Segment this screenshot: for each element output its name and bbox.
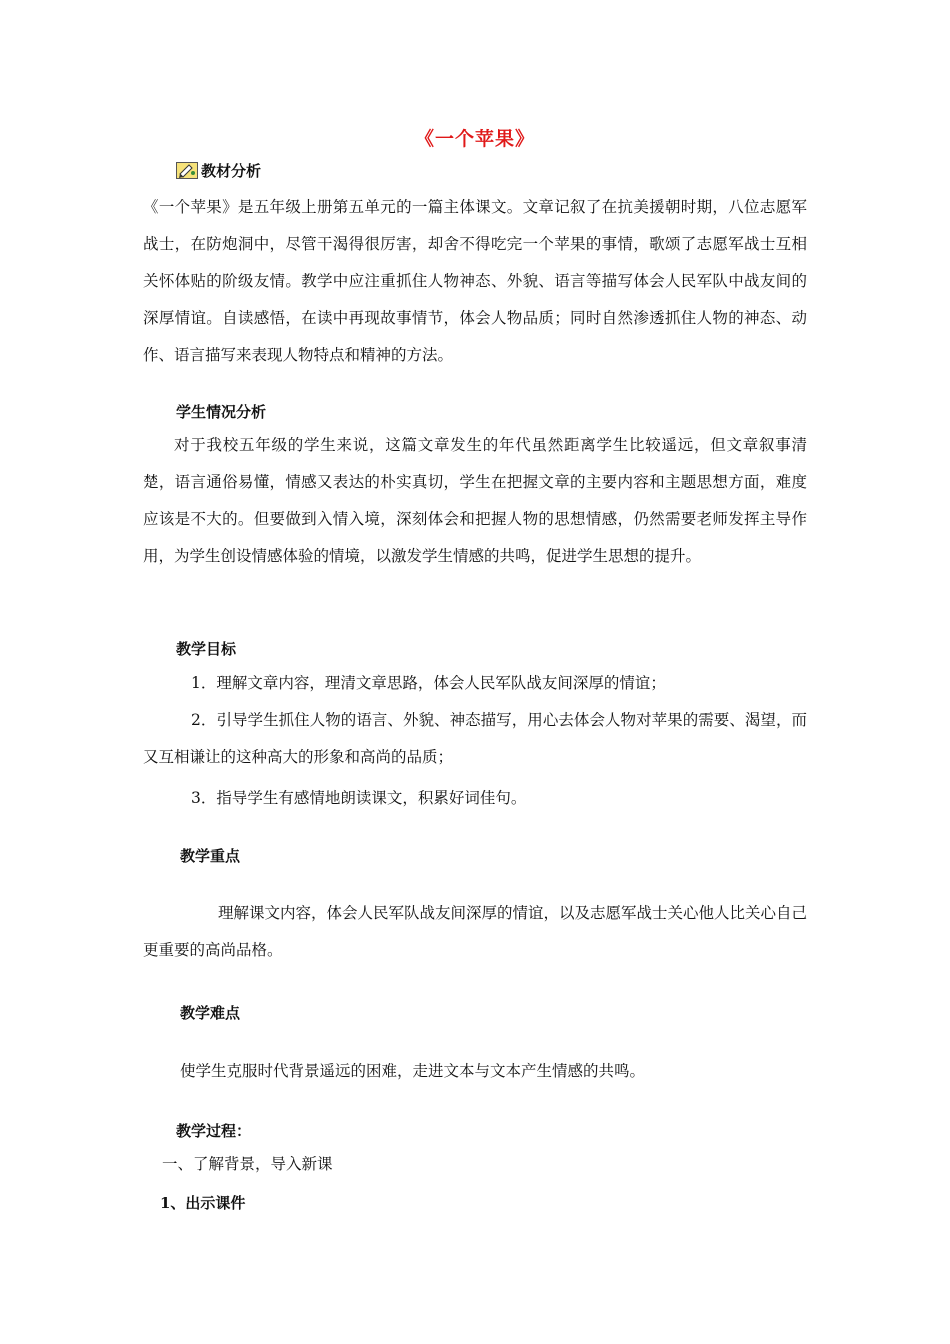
material-paragraph: 《一个苹果》是五年级上册第五单元的一篇主体课文。文章记叙了在抗美援朝时期，八位志愿军战士，在防炮洞中，尽管干渴得很厉害，却舍不得吃完一个苹果的事情，歌颂了志愿军战士互相关怀体贴的阶级友情。教学中应注重抓住人物神态、外貌、语言等描写体会人民军队中战友间的深厚情谊。自读感悟，在读中再现故事情节，体会人物品质；同时自然渗透抓住人物的神态、动作、语言描写来表现人物特点和精神的方法。 bbox=[143, 198, 807, 364]
focus-heading: 教学重点 bbox=[180, 847, 241, 865]
material-heading: 教材分析 bbox=[201, 162, 262, 180]
difficulty-heading: 教学难点 bbox=[180, 1004, 241, 1022]
process-step-1-1: 1、出示课件 bbox=[160, 1194, 246, 1212]
students-paragraph: 对于我校五年级的学生来说，这篇文章发生的年代虽然距离学生比较遥远，但文章叙事清楚，语言通俗易懂，情感又表达的朴实真切，学生在把握文章的主要内容和主题思想方面，难度应该是不大的。但要做到入情入境，深刻体会和把握人物的思想情感，仍然需要老师发挥主导作用，为学生创设情感体验的情境，以激发学生情感的共鸣，促进学生思想的提升。 bbox=[143, 436, 807, 565]
goals-heading: 教学目标 bbox=[176, 640, 237, 658]
note-pencil-icon bbox=[176, 162, 198, 179]
students-heading: 学生情况分析 bbox=[176, 403, 267, 421]
section-heading-material bbox=[176, 160, 840, 181]
goal-item-2: 2．引导学生抓住人物的语言、外貌、神态描写，用心去体会人物对苹果的需要、渴望，而又互相谦让的这种高大的形象和高尚的品质； bbox=[143, 711, 807, 766]
focus-paragraph: 理解课文内容，体会人民军队战友间深厚的情谊，以及志愿军战士关心他人比关心自己更重要的高尚品格。 bbox=[143, 904, 808, 959]
goal-item-3: 3．指导学生有感情地朗读课文，积累好词佳句。 bbox=[191, 789, 527, 807]
process-heading: 教学过程： bbox=[176, 1122, 252, 1140]
process-step-1: 一、了解背景，导入新课 bbox=[162, 1155, 333, 1173]
page-title: 《一个苹果》 bbox=[414, 128, 535, 150]
goal-item-1: 1．理解文章内容，理清文章思路，体会人民军队战友间深厚的情谊； bbox=[191, 674, 666, 692]
difficulty-paragraph: 使学生克服时代背景遥远的困难，走进文本与文本产生情感的共鸣。 bbox=[180, 1062, 646, 1080]
